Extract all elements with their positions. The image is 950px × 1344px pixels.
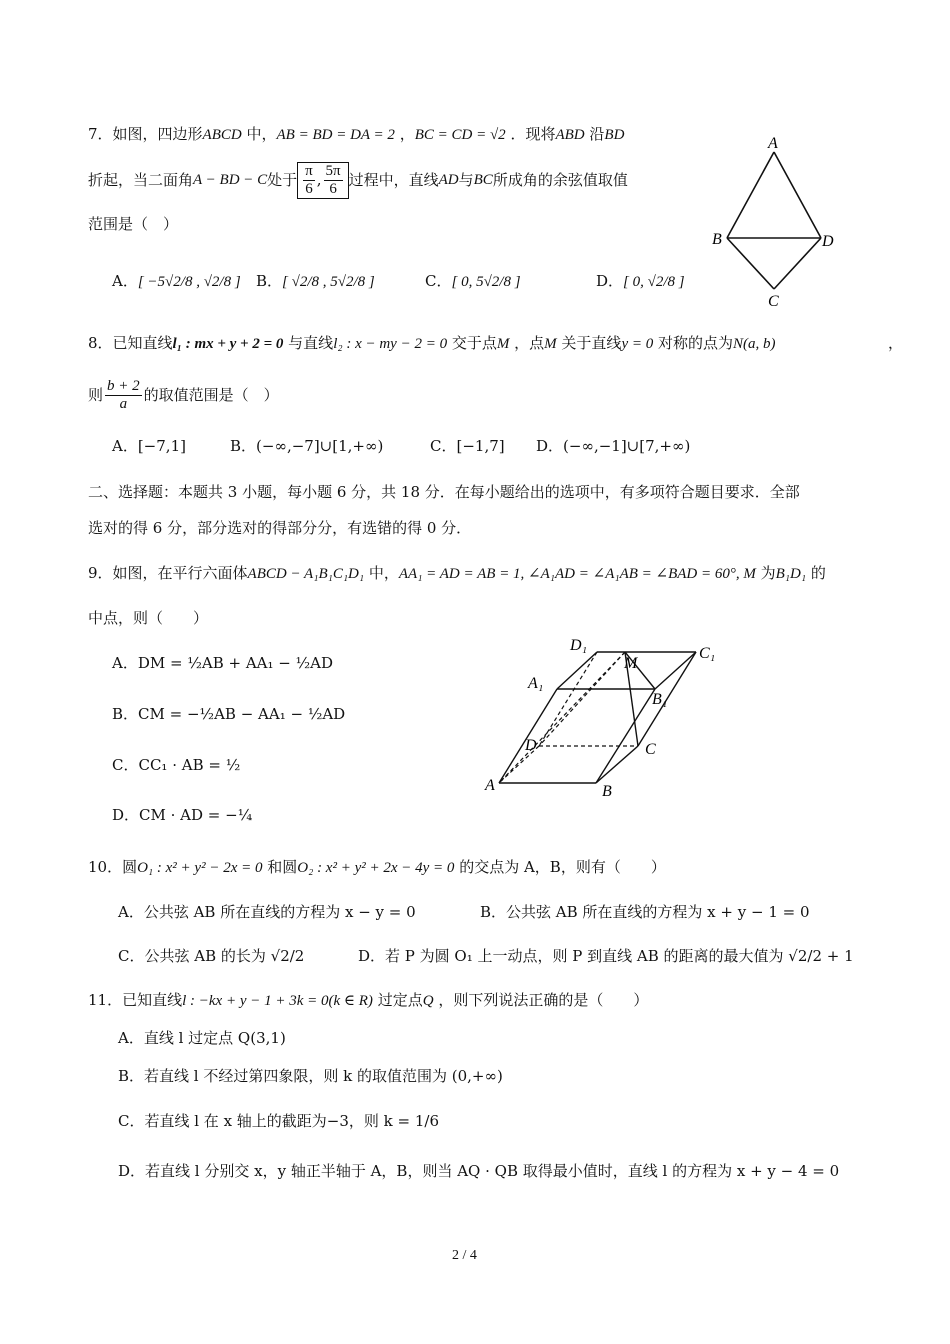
- label-a1: A₁: [528, 675, 544, 692]
- q11-option-a: A．直线 l 过定点 Q(3,1): [118, 1029, 286, 1047]
- q7-option-d: D．[ 0, √2/8 ]: [596, 272, 685, 290]
- q7-line1: 7．如图，四边形ABCD 中，AB = BD = DA = 2 ，BC = CD = √2 ．现将ABD 沿BD: [88, 125, 625, 143]
- q7-option-a: A．[ −5√2/8 , √2/8 ]: [112, 272, 241, 290]
- q8-option-d: D．(−∞,−1]∪[7,+∞): [536, 437, 691, 455]
- edge-bc: [727, 238, 774, 289]
- q7-quadrilateral-figure: [700, 132, 850, 312]
- label-d: D: [525, 737, 537, 754]
- edge-ab: [727, 152, 774, 238]
- q8-option-a: A．[−7,1]: [112, 437, 186, 455]
- q8-line2: 则 $\frac{b + 2}{a}$ 的取值范围是（ ）: [88, 377, 279, 412]
- q8-line1-comma: ，: [888, 334, 904, 352]
- q7-dihedral-range: $\frac{\pi}{6}$ , $\frac{5\pi}{6}$: [297, 162, 348, 199]
- label-c: C: [768, 293, 779, 310]
- label-c: C: [645, 741, 656, 758]
- section2-line2: 选对的得 6 分，部分选对的得部分分，有选错的得 0 分．: [88, 519, 472, 537]
- q9-line1: 9．如图，在平行六面体ABCD − A₁B₁C₁D₁ 中，AA₁ = AD = AB = 1, ∠A₁AD = ∠A₁AB = ∠BAD = 60°, M 为B₁D₁ 的: [88, 564, 826, 582]
- q10-option-d: D．若 P 为圆 O₁ 上一动点，则 P 到直线 AB 的距离的最大值为 √2/2 + 1: [358, 947, 854, 965]
- label-b1: B₁: [652, 691, 668, 708]
- label-m: M: [624, 655, 638, 672]
- label-b: B: [602, 783, 612, 800]
- q10-option-a: A．公共弦 AB 所在直线的方程为 x − y = 0: [118, 903, 416, 921]
- q10-line1: 10．圆O₁ : x² + y² − 2x = 0 和圆O₂ : x² + y² + 2x − 4y = 0 的交点为 A，B，则有（ ）: [88, 858, 666, 876]
- label-c1: C₁: [699, 645, 716, 662]
- q8-option-c: C．[−1,7]: [430, 437, 505, 455]
- q10-option-b: B．公共弦 AB 所在直线的方程为 x + y − 1 = 0: [480, 903, 810, 921]
- label-b: B: [712, 231, 722, 248]
- q11-option-b: B．若直线 l 不经过第四象限，则 k 的取值范围为 (0,+∞): [118, 1067, 503, 1085]
- label-d1: D₁: [570, 637, 588, 654]
- q8-option-b: B．(−∞,−7]∪[1,+∞): [230, 437, 384, 455]
- q11-line1: 11．已知直线l : −kx + y − 1 + 3k = 0(k ∈ R) 过定点Q ，则下列说法正确的是（ ）: [88, 991, 649, 1009]
- q9-option-c: C．CC₁ · AB = ½: [112, 756, 241, 774]
- q9-parallelepiped-figure: [480, 630, 740, 805]
- edge-ad: [774, 152, 821, 238]
- q11-option-d: D．若直线 l 分别交 x，y 轴正半轴于 A，B，则当 AQ · QB 取得最小值时，直线 l 的方程为 x + y − 4 = 0: [118, 1162, 840, 1180]
- q7-line2: 折起，当二面角 A − BD − C 处于 $\frac{\pi}{6}$ , $\frac{5\pi}{6}$ 过程中，直线 AD 与 BC 所成角的余弦值取值: [88, 162, 628, 197]
- q9-option-d: D．CM · AD = −¼: [112, 806, 253, 824]
- q9-line2: 中点，则（ ）: [88, 609, 209, 627]
- q9-option-a: A．DM = ½AB + AA₁ − ½AD: [112, 654, 334, 672]
- label-d: D: [822, 233, 834, 250]
- q7-option-c: C．[ 0, 5√2/8 ]: [425, 272, 521, 290]
- q7-option-b: B．[ √2/8 , 5√2/8 ]: [256, 272, 375, 290]
- label-a: A: [768, 135, 778, 152]
- edge-cd: [774, 238, 821, 289]
- q7-line3: 范围是（ ）: [88, 215, 179, 233]
- q10-option-c: C．公共弦 AB 的长为 √2/2: [118, 947, 305, 965]
- section2-line1: 二、选择题：本题共 3 小题，每小题 6 分，共 18 分．在每小题给出的选项中，有多项符合题目要求．全部: [88, 483, 800, 501]
- q8-line1: 8．已知直线l₁ : mx + y + 2 = 0 与直线l₂ : x − my − 2 = 0 交于点M ，点M 关于直线y = 0 对称的点为N(a, b): [88, 334, 776, 352]
- label-a: A: [485, 777, 495, 794]
- page-number: 2 / 4: [452, 1248, 477, 1263]
- q9-option-b: B．CM = −½AB − AA₁ − ½AD: [112, 705, 346, 723]
- q11-option-c: C．若直线 l 在 x 轴上的截距为−3，则 k = 1/6: [118, 1112, 440, 1130]
